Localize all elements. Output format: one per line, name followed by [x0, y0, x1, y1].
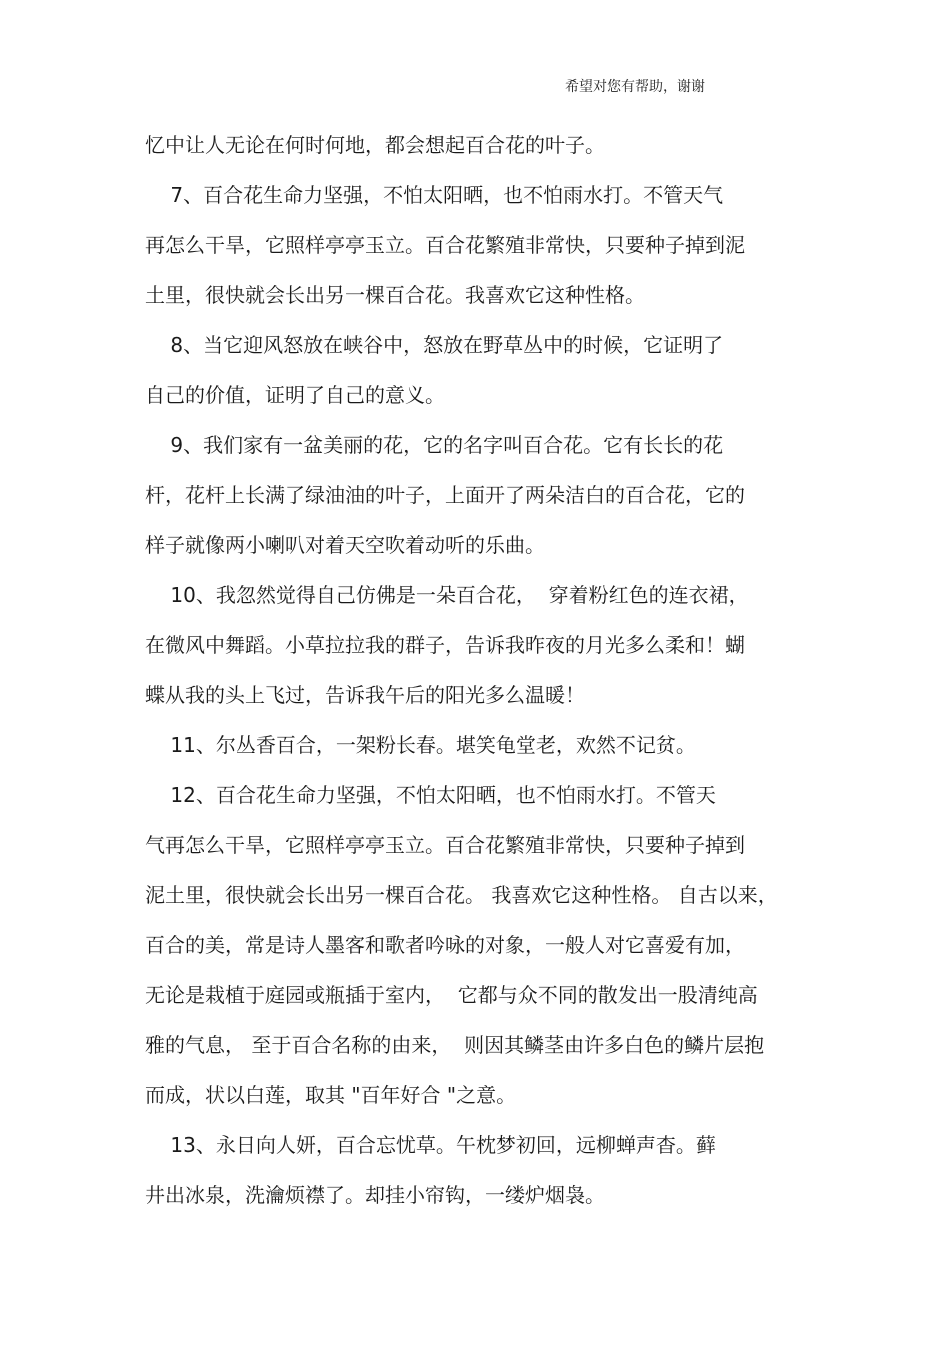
text-line: 雅的气息， 至于百合名称的由来， 则因其鳞茎由许多白色的鳞片层抱	[145, 1033, 765, 1057]
text-line: 13、永日向人妍，百合忘忧草。午枕梦初回，远柳蝉声杳。藓	[145, 1133, 716, 1157]
text-line: 气再怎么干旱，它照样亭亭玉立。百合花繁殖非常快，只要种子掉到	[145, 833, 745, 857]
text-line: 而成，状以白莲，取其 "百年好合 "之意。	[145, 1083, 517, 1107]
header-note: 希望对您有帮助，谢谢	[565, 79, 705, 95]
text-line: 11、尔丛香百合，一架粉长春。堪笑龟堂老，欢然不记贫。	[145, 733, 696, 757]
text-line: 9、我们家有一盆美丽的花，它的名字叫百合花。它有长长的花	[145, 433, 724, 457]
text-line: 土里，很快就会长出另一棵百合花。我喜欢它这种性格。	[145, 283, 645, 307]
text-line: 自己的价值，证明了自己的意义。	[145, 383, 445, 407]
text-line: 忆中让人无论在何时何地，都会想起百合花的叶子。	[145, 133, 605, 157]
text-line: 7、百合花生命力坚强，不怕太阳晒，也不怕雨水打。不管天气	[145, 183, 724, 207]
text-line: 再怎么干旱，它照样亭亭玉立。百合花繁殖非常快，只要种子掉到泥	[145, 233, 745, 257]
text-line: 样子就像两小喇叭对着天空吹着动听的乐曲。	[145, 533, 545, 557]
text-line: 在微风中舞蹈。小草拉拉我的群子，告诉我昨夜的月光多么柔和！蝴	[145, 633, 745, 657]
text-line: 泥土里，很快就会长出另一棵百合花。 我喜欢它这种性格。 自古以来，	[145, 883, 778, 907]
text-line: 杆，花杆上长满了绿油油的叶子，上面开了两朵洁白的百合花，它的	[145, 483, 745, 507]
text-line: 10、我忽然觉得自己仿佛是一朵百合花， 穿着粉红色的连衣裙，	[145, 583, 749, 607]
text-line: 12、百合花生命力坚强，不怕太阳晒，也不怕雨水打。不管天	[145, 783, 716, 807]
text-line: 无论是栽植于庭园或瓶插于室内， 它都与众不同的散发出一股清纯高	[145, 983, 758, 1007]
text-line: 百合的美，常是诗人墨客和歌者吟咏的对象，一般人对它喜爱有加，	[145, 933, 745, 957]
text-line: 8、当它迎风怒放在峡谷中，怒放在野草丛中的时候，它证明了	[145, 333, 724, 357]
text-line: 蝶从我的头上飞过，告诉我午后的阳光多么温暖！	[145, 683, 585, 707]
text-line: 井出冰泉，洗瀹烦襟了。却挂小帘钩，一缕炉烟袅。	[145, 1183, 605, 1207]
